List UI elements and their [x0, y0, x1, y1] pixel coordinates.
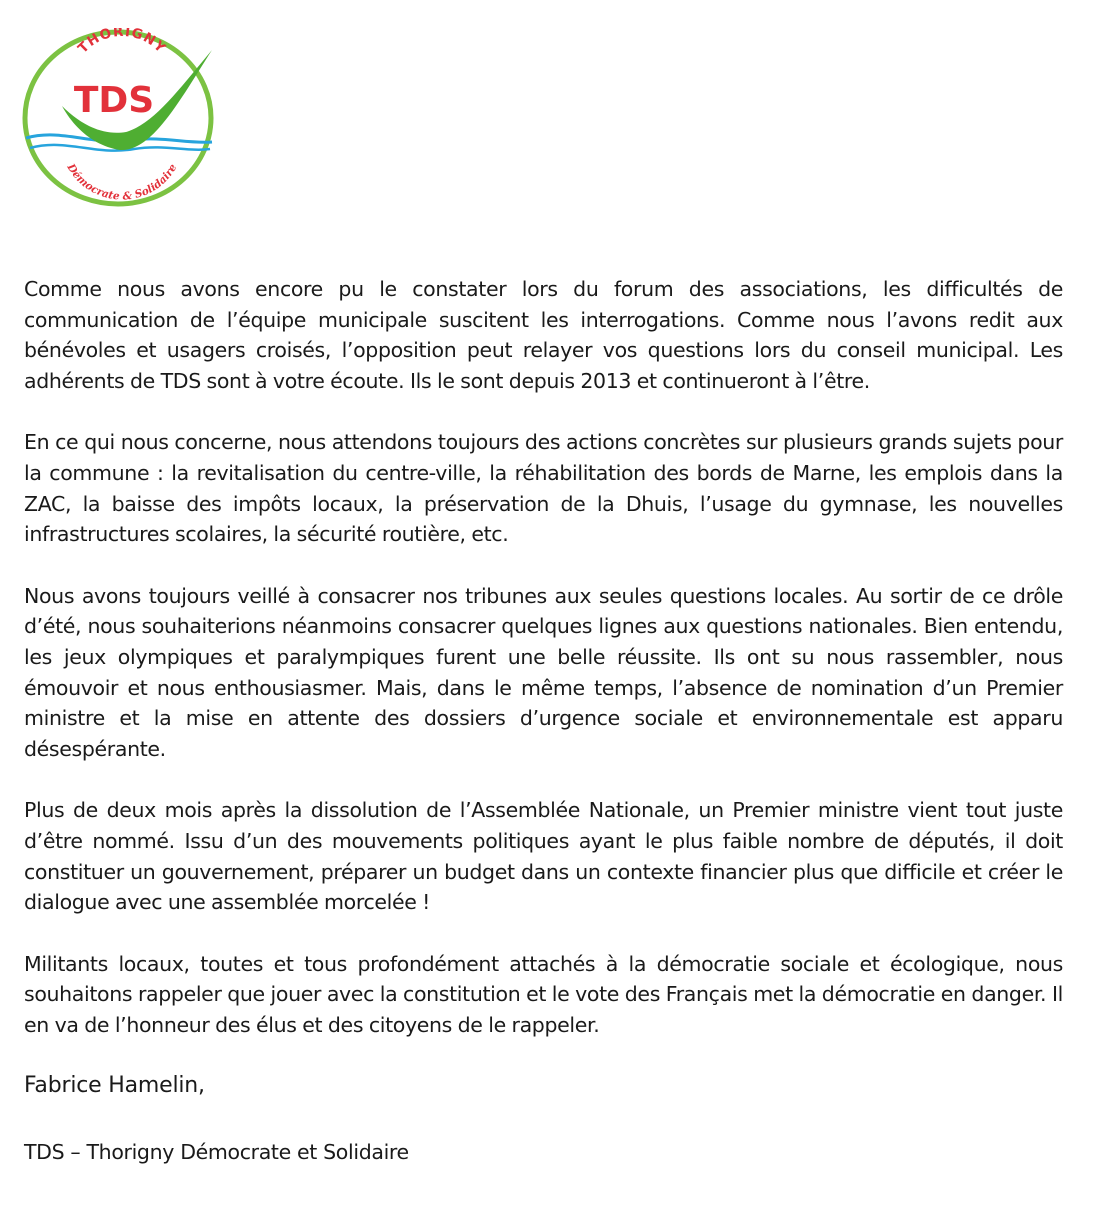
logo-main-text: TDS [73, 80, 155, 121]
tds-logo [22, 28, 216, 210]
paragraph-4: Plus de deux mois après la dissolution de l’Assemblée Nationale, un Premier ministre vient tout juste d’être nommé. Issu d’un des mouvements politiques ayant le plus faible nombre de députés, il doit constituer un gouvernement, préparer un budget dans un contexte financier plus que difficile et créer le dialogue avec une assemblée morcelée ! [24, 798, 1063, 915]
letter-body [24, 274, 1063, 1167]
tds-logo-graphic [22, 28, 216, 210]
paragraph-3: Nous avons toujours veillé à consacrer nos tribunes aux seules questions locales. Au sortir de ce drôle d’été, nous souhaiterions néanmoins consacrer quelques lignes aux questions nationales. Bien entendu, les jeux olympiques et paralympiques furent une belle réussite. Ils ont su nous rassembler, nous émouvoir et nous enthousiasmer. Mais, dans le même temps, l’absence de nomination d’un Premier ministre et la mise en attente des dossiers d’urgence sociale et environnementale est apparu désespérante. [24, 583, 1063, 761]
signature: Fabrice Hamelin, [24, 1073, 205, 1099]
paragraph-5: Militants locaux, toutes et tous profondément attachés à la démocratie sociale et écologique, nous souhaitons rappeler que jouer avec la constitution et le vote des Français met la démocratie en danger. Il en va de l’honneur des élus et des citoyens de le rappeler. [24, 951, 1063, 1037]
organization-name: TDS – Thorigny Démocrate et Solidaire [24, 1140, 409, 1165]
paragraph-2: En ce qui nous concerne, nous attendons toujours des actions concrètes sur plusieurs grands sujets pour la commune : la revitalisation du centre-ville, la réhabilitation des bords de Marne, les emplois dans la ZAC, la baisse des impôts locaux, la préservation de la Dhuis, l’usage du gymnase, les nouvelles infrastructures scolaires, la sécurité routière, etc. [24, 430, 1063, 547]
logo-bottom-text: Démocrate & Solidaire [64, 161, 180, 203]
paragraph-1: Comme nous avons encore pu le constater lors du forum des associations, les difficultés de communication de l’équipe municipale suscitent les interrogations. Comme nous l’avons redit aux bénévoles et usagers croisés, l’opposition peut relayer vos questions lors du conseil municipal. Les adhérents de TDS sont à votre écoute. Ils le sont depuis 2013 et continueront à l’être. [24, 277, 1063, 393]
logo-top-text: THORIGNY [74, 28, 170, 57]
